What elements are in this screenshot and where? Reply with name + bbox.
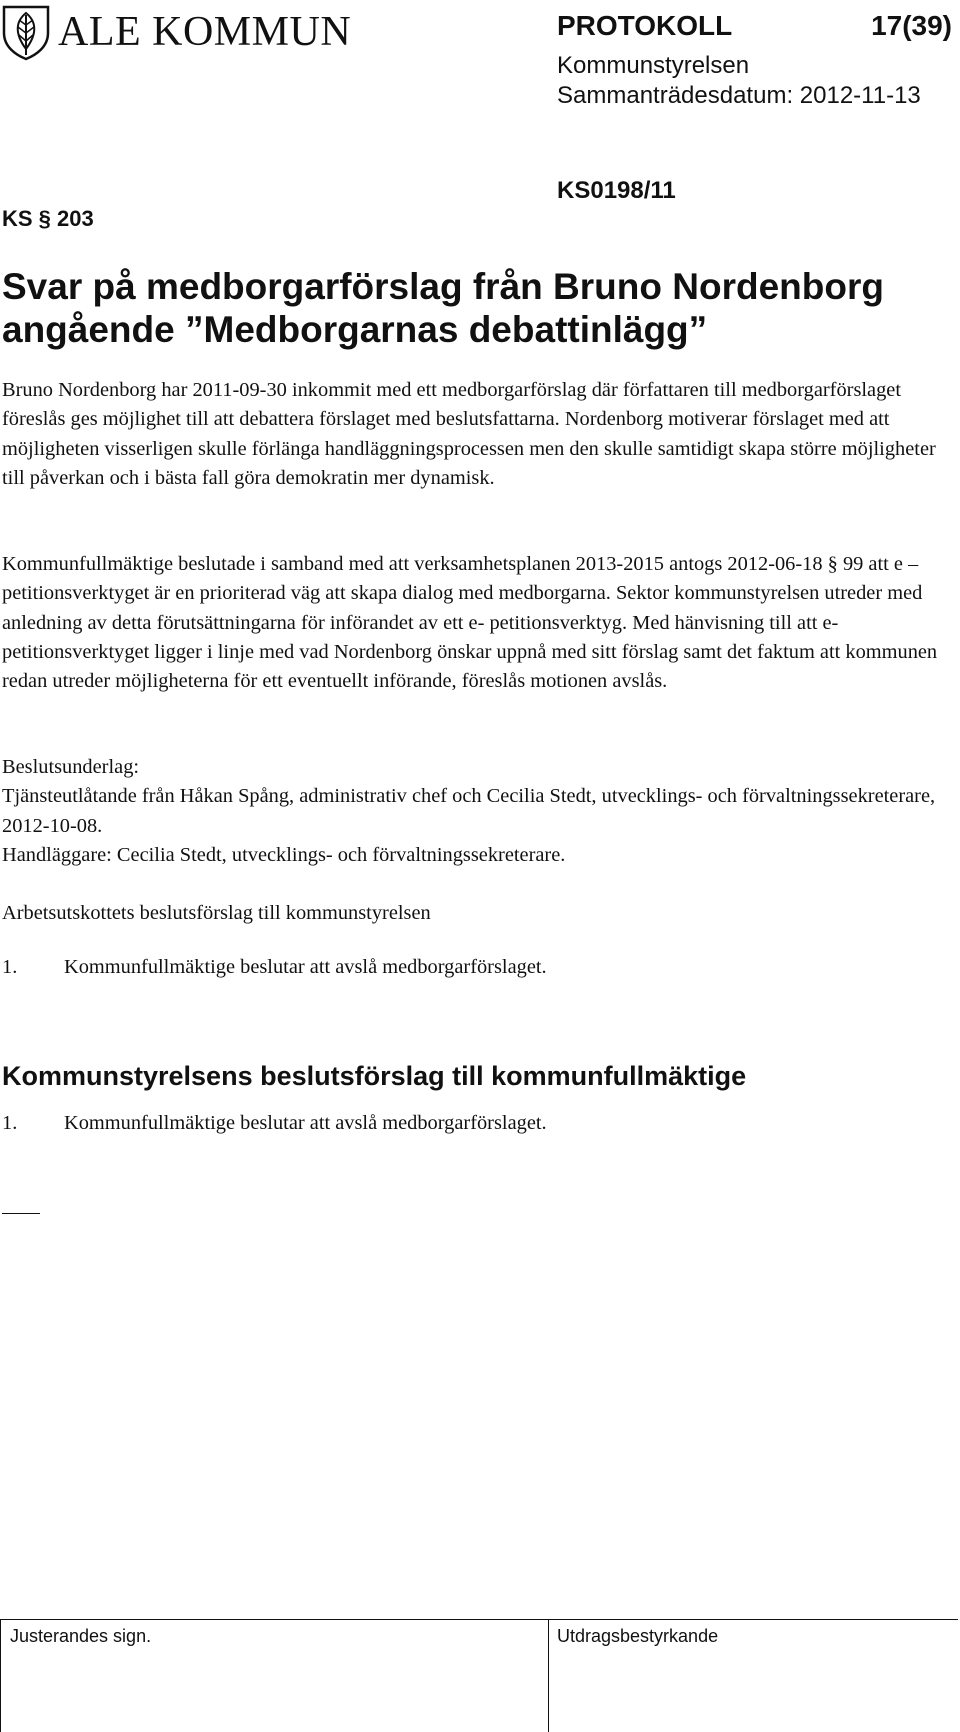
- decision-basis: [2, 753, 952, 870]
- item-text: Kommunfullmäktige beslutar att avslå medborgarförslaget.: [64, 1112, 547, 1134]
- au-decision-item: [2, 956, 547, 979]
- page-title: [2, 265, 952, 351]
- body-paragraph-1: Bruno Nordenborg har 2011-09-30 inkommit med ett medborgarförslag där författaren till medborgarförslaget föreslås ges möjlighet till att debattera förslaget med beslutsfattarna. Nordenborg motiverar förslaget med att möjligheten visserligen skulle förlänga handläggningsprocessen men den skulle samtidigt skapa större möjligheter till påverkan och i bästa fall göra demokratin mer dynamisk.: [2, 379, 936, 489]
- title-line-1: Svar på medborgarförslag från Bruno Nordenborg: [2, 266, 884, 307]
- footer-rule: [0, 1619, 958, 1620]
- footer-divider: [548, 1619, 549, 1732]
- footer-left-border: [0, 1619, 1, 1732]
- item-number: 1.: [2, 956, 18, 978]
- body-paragraph-2: Kommunfullmäktige beslutade i samband med att verksamhetsplanen 2013-2015 antogs 2012-06-18 § 99 att e –petitionsverktyget är en prioriterad väg att skapa dialog med medborgarna. Sektor kommunstyrelsen utreder med anledning av detta förutsättningarna för införandet av ett e- petitionsverktyg. Med hänvisning till att e-petitionsverktyget ligger i linje med vad Nordenborg önskar uppnå med sitt förslag samt det faktum att kommunen redan utreder möjligheterna för ett eventuellt införande, föreslås motionen avslås.: [2, 553, 938, 693]
- page-number: 17(39): [871, 10, 952, 41]
- signature-label: Justerandes sign.: [10, 1626, 152, 1646]
- au-recommendation-heading: Arbetsutskottets beslutsförslag till kommunstyrelsen: [2, 902, 431, 924]
- municipality-logo: [0, 2, 351, 62]
- extract-verification-label: Utdragsbestyrkande: [557, 1626, 719, 1646]
- item-text: Kommunfullmäktige beslutar att avslå medborgarförslaget.: [64, 956, 547, 978]
- board-name: Kommunstyrelsen: [557, 52, 750, 79]
- title-line-2: angående ”Medborgarnas debattinlägg”: [2, 309, 708, 350]
- leaf-shield-icon: [0, 3, 52, 61]
- basis-label: Beslutsunderlag:: [2, 756, 140, 778]
- case-number: KS0198/11: [557, 177, 676, 204]
- meeting-date: Sammanträdesdatum: 2012-11-13: [557, 82, 921, 109]
- item-number: 1.: [2, 1112, 18, 1134]
- document-type: PROTOKOLL: [557, 10, 733, 41]
- basis-document: Tjänsteutlåtande från Håkan Spång, administrativ chef och Cecilia Stedt, utvecklings- och förvaltningssekreterare, 2012-10-08.: [2, 785, 936, 837]
- ks-recommendation-heading: Kommunstyrelsens beslutsförslag till kommunfullmäktige: [2, 1061, 747, 1091]
- basis-handler: Handläggare: Cecilia Stedt, utvecklings- och förvaltningssekreterare.: [2, 843, 566, 866]
- logo-text: ALE KOMMUN: [58, 9, 352, 55]
- section-reference: KS § 203: [2, 206, 94, 231]
- ks-decision-item: [2, 1112, 547, 1135]
- section-end-rule: [2, 1213, 40, 1214]
